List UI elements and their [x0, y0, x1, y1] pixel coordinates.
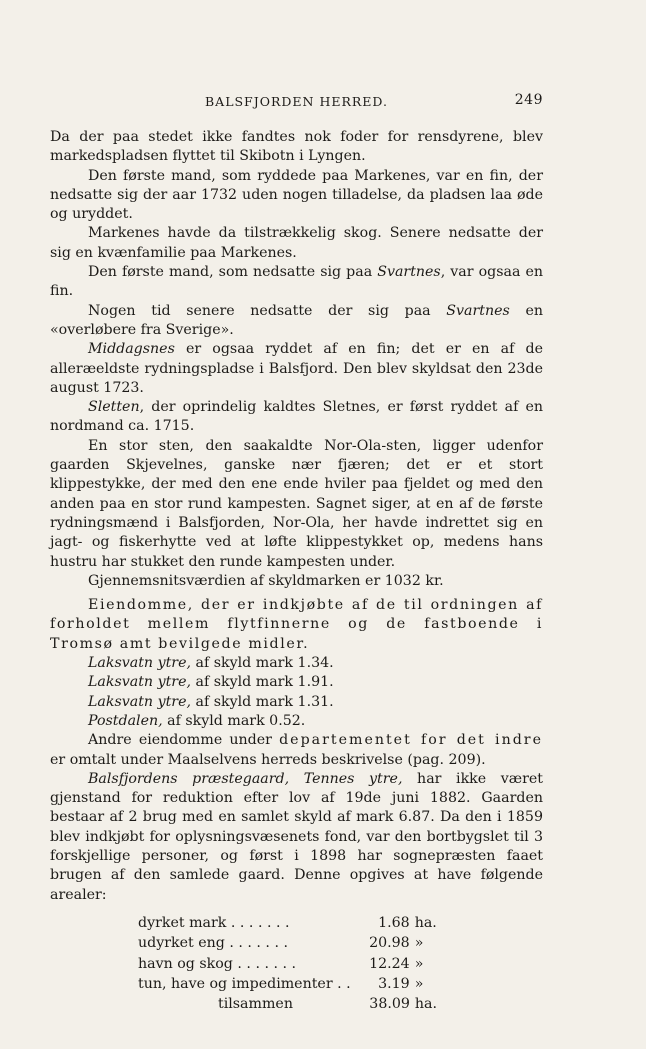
total-unit: ha.	[414, 996, 438, 1013]
item-text: af skyld mark 1.91.	[190, 674, 334, 691]
place-name: Laksvatn ytre,	[88, 655, 191, 672]
paragraph	[50, 340, 543, 398]
paragraph-text: er omtalt under Maalselvens herreds beskrivelse (pag. 209).	[50, 751, 486, 768]
paragraph	[50, 770, 543, 905]
paragraph-text: har ikke været gjenstand for reduktion efter lov af 19de juni 1882. Gaarden bestaar af 2 brug med en samlet skyld af mark 6.87. Da den i 1859 blev indkjøbt for oplysningsvæsenets fond, var den bortbygslet til 3 forskjellige personer, og først i 1898 har sognepræsten faaet brugen af den samlede gaard. Denne opgives at have følgende arealer:	[50, 770, 543, 903]
area-label: havn og skog . . . . . . .	[138, 955, 297, 972]
property-item	[50, 693, 543, 712]
place-name: Postdalen,	[88, 712, 163, 729]
area-label: tun, have og impedimenter . .	[138, 976, 351, 993]
table-row	[138, 954, 458, 974]
place-name: Svartnes	[446, 302, 510, 319]
paragraph: Da der paa stedet ikke fandtes nok foder for rensdyrene, blev markedspladsen flyttet til Skibotn i Lyngen.	[50, 129, 543, 165]
paragraph: Markenes havde da tilstrækkelig skog. Senere nedsatte der sig en kvænfamilie paa Markenes.	[50, 225, 543, 261]
area-label: dyrket mark . . . . . . .	[138, 914, 290, 931]
paragraph-text	[289, 771, 304, 787]
area-unit: ha.	[414, 914, 437, 931]
paragraph: Gjennemsnitsværdien af skyldmarken er 1032 kr.	[88, 572, 444, 589]
place-name: Laksvatn ytre,	[88, 674, 191, 691]
area-unit: »	[414, 935, 424, 952]
place-name: Balsfjordens præstegaard,	[88, 770, 290, 787]
area-value: 3.19	[378, 976, 410, 993]
running-header	[50, 92, 543, 112]
paragraph-text: er ogsaa ryddet af en fin; det er en af de alleræeldste rydningspladse i Balsfjord. Den blev skyldsat den 23de august 1723.	[50, 341, 543, 396]
page-body	[50, 128, 543, 1015]
paragraph-text: Nogen tid senere nedsatte der sig paa	[88, 302, 447, 319]
area-unit: »	[414, 955, 424, 972]
spaced-text: departementet for det indre	[279, 732, 543, 749]
page-number: 249	[514, 92, 543, 108]
property-item	[50, 673, 543, 692]
place-name: Sletten	[88, 399, 140, 416]
place-name: Laksvatn ytre,	[88, 693, 191, 710]
area-table	[138, 913, 458, 1015]
paragraph-text: , der oprindelig kaldtes Sletnes, er først ryddet af en nordmand ca. 1715.	[50, 399, 543, 435]
paragraph-text: , var ogsaa en fin.	[50, 264, 543, 300]
property-item	[50, 712, 543, 731]
area-label: udyrket eng . . . . . . .	[138, 935, 288, 952]
table-row	[138, 913, 458, 933]
area-unit: »	[414, 976, 424, 993]
table-row	[138, 933, 458, 953]
page-header-title: BALSFJORDEN HERRED.	[204, 94, 388, 109]
area-value: 12.24	[369, 955, 410, 972]
property-item	[50, 654, 543, 673]
total-value: 38.09	[369, 996, 410, 1013]
section-heading-paragraph: Eiendomme, der er indkjøbte af de til ordningen af forholdet mellem flytfinnerne og de fastboende i Tromsø amt bevilgede midler.	[50, 597, 543, 652]
paragraph-text: en «overløbere fra Sverige».	[50, 302, 544, 338]
paragraph-text: Den første mand, som nedsatte sig paa	[88, 264, 378, 281]
area-value: 20.98	[369, 935, 410, 952]
item-text: af skyld mark 1.34.	[190, 655, 334, 672]
paragraph-text: Andre eiendomme under	[88, 732, 280, 749]
paragraph: Den første mand, som ryddede paa Markenes, var en fin, der nedsatte sig der aar 1732 uden nogen tilladelse, da pladsen laa øde og uryddet.	[50, 167, 543, 223]
paragraph	[50, 731, 543, 770]
table-total-row	[138, 994, 458, 1014]
item-text: af skyld mark 0.52.	[162, 712, 306, 729]
total-label: tilsammen	[218, 996, 293, 1013]
place-name: Tennes ytre,	[303, 770, 403, 787]
table-row	[138, 974, 458, 994]
area-value: 1.68	[378, 914, 410, 931]
place-name: Middagsnes	[88, 341, 175, 358]
paragraph	[50, 263, 543, 302]
place-name: Svartnes	[377, 264, 441, 281]
paragraph	[50, 302, 543, 341]
paragraph: En stor sten, den saakaldte Nor-Ola-sten, ligger udenfor gaarden Skjevelnes, ganske nær fjæren; det er et stort klippestykke, der med den ene ende hviler paa fjeldet og med den anden paa en stor rund kampesten. Sagnet siger, at en af de første rydningsmænd i Balsfjorden, Nor-Ola, her havde indrettet sig en jagt- og fiskerhytte ved at løfte klippestykket op, medens hans hustru har stukket den runde kampesten under.	[50, 437, 543, 570]
item-text: af skyld mark 1.31.	[190, 693, 334, 710]
paragraph	[50, 398, 543, 437]
